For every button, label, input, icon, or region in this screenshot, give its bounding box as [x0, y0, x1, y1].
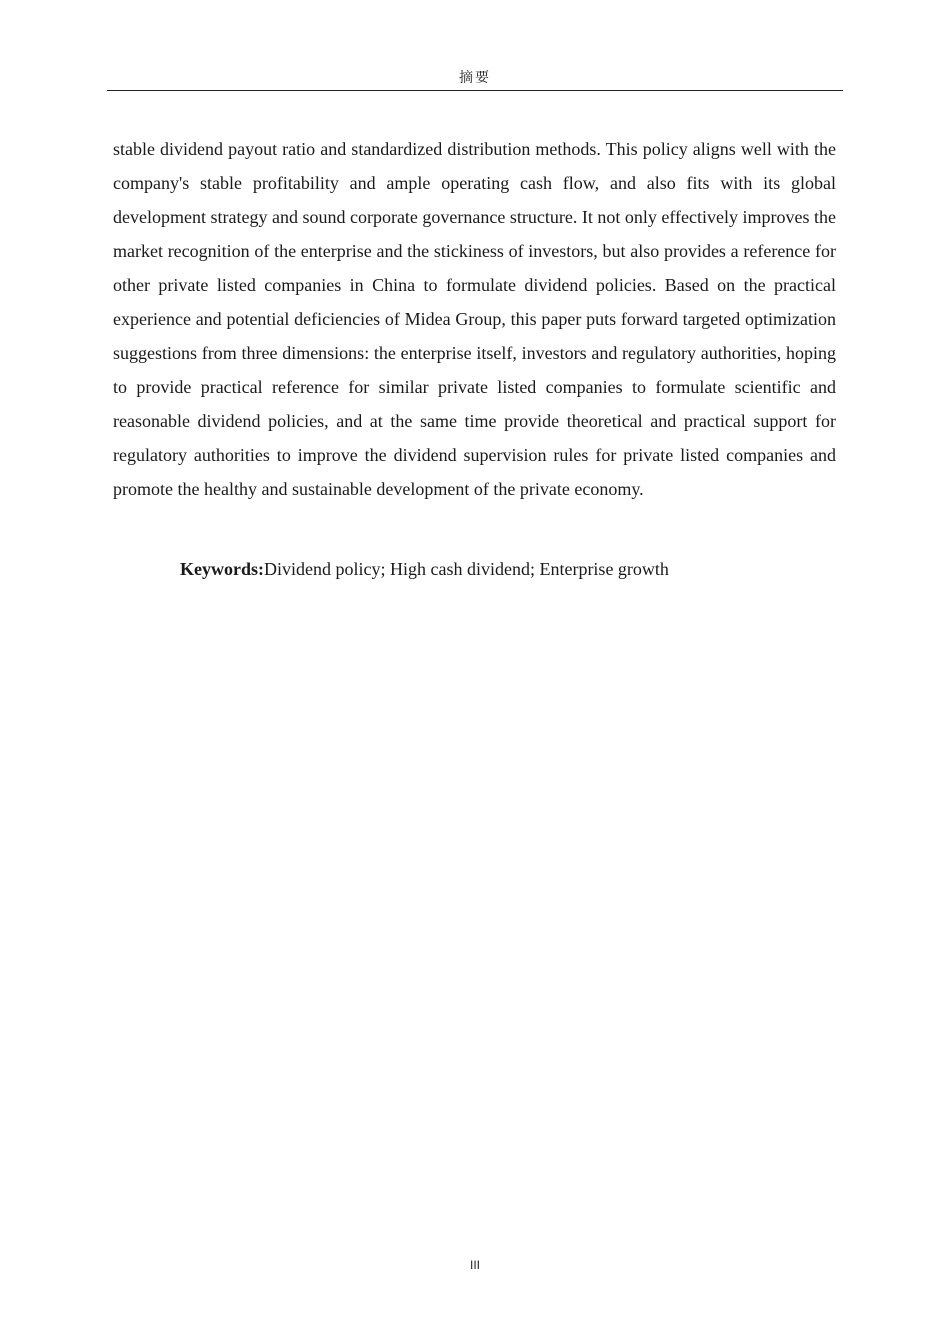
keywords-label: Keywords:	[180, 559, 264, 579]
keywords-text: Dividend policy; High cash dividend; Enterprise growth	[264, 559, 669, 579]
page-number: III	[469, 1258, 480, 1272]
page-header	[107, 68, 843, 91]
abstract-paragraph: stable dividend payout ratio and standardized distribution methods. This policy aligns well with the company's stable profitability and ample operating cash flow, and also fits with its global development strategy and sound corporate governance structure. It not only effectively improves the market recognition of the enterprise and the stickiness of investors, but also provides a reference for other private listed companies in China to formulate dividend policies. Based on the practical experience and potential deficiencies of Midea Group, this paper puts forward targeted optimization suggestions from three dimensions: the enterprise itself, investors and regulatory authorities, hoping to provide practical reference for similar private listed companies to formulate scientific and reasonable dividend policies, and at the same time provide theoretical and practical support for regulatory authorities to improve the dividend supervision rules for private listed companies and promote the healthy and sustainable development of the private economy.	[113, 139, 836, 499]
header-title: 摘要	[459, 70, 491, 86]
keywords-line	[180, 554, 836, 584]
